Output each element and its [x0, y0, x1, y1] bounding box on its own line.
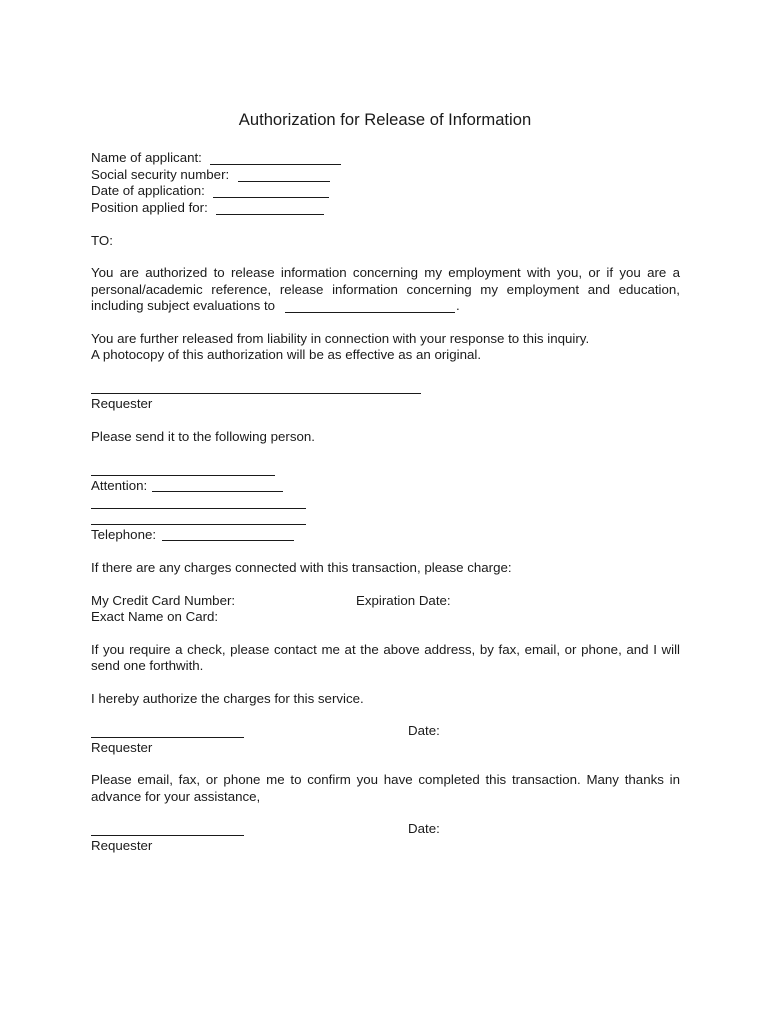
- application-date-line[interactable]: [213, 197, 329, 198]
- requester-signature-line-3[interactable]: [91, 835, 244, 836]
- address-line-1[interactable]: [91, 508, 306, 509]
- send-to-name-line[interactable]: [91, 475, 275, 476]
- credit-card-label: My Credit Card Number:: [91, 593, 236, 608]
- requester-label-1: Requester: [91, 396, 153, 411]
- attention-label: Attention:: [91, 478, 148, 493]
- date-label-1: Date:: [408, 723, 440, 738]
- expiration-date-label: Expiration Date:: [356, 593, 451, 608]
- charges-text: If there are any charges connected with this transaction, please charge:: [91, 560, 512, 575]
- requester-signature-line-2[interactable]: [91, 737, 244, 738]
- evaluations-recipient-line[interactable]: [285, 312, 455, 313]
- date-label-2: Date:: [408, 821, 440, 836]
- telephone-line[interactable]: [162, 540, 294, 541]
- position-label: Position applied for:: [91, 200, 208, 215]
- send-to-text: Please send it to the following person.: [91, 429, 315, 444]
- applicant-name-label: Name of applicant:: [91, 150, 202, 165]
- position-line[interactable]: [216, 214, 324, 215]
- ssn-label: Social security number:: [91, 167, 230, 182]
- paragraph2-line1: You are further released from liability in connection with your response to this inquiry.: [91, 331, 590, 346]
- paragraph1-line1: You are authorized to release information concerning my employment with you, or if you are a: [91, 265, 680, 280]
- check-text-line2: send one forthwith.: [91, 658, 204, 673]
- paragraph1-period: .: [456, 298, 460, 313]
- address-line-2[interactable]: [91, 524, 306, 525]
- check-text-line1: If you require a check, please contact me at the above address, by fax, email, or phone, and I will: [91, 642, 680, 657]
- confirm-text-line1: Please email, fax, or phone me to confirm you have completed this transaction. Many thanks in: [91, 772, 680, 787]
- requester-label-3: Requester: [91, 838, 153, 853]
- telephone-label: Telephone:: [91, 527, 157, 542]
- application-date-label: Date of application:: [91, 183, 205, 198]
- paragraph2-line2: A photocopy of this authorization will be as effective as an original.: [91, 347, 482, 362]
- paragraph1-line2: personal/academic reference, release information concerning my employment and education,: [91, 282, 680, 297]
- to-label: TO:: [91, 233, 113, 248]
- name-on-card-label: Exact Name on Card:: [91, 609, 219, 624]
- attention-line[interactable]: [152, 491, 283, 492]
- requester-label-2: Requester: [91, 740, 153, 755]
- authorize-text: I hereby authorize the charges for this service.: [91, 691, 364, 706]
- applicant-name-line[interactable]: [210, 164, 341, 165]
- requester-signature-line-1[interactable]: [91, 393, 421, 394]
- confirm-text-line2: advance for your assistance,: [91, 789, 261, 804]
- ssn-line[interactable]: [238, 181, 330, 182]
- paragraph1-line3: including subject evaluations to: [91, 298, 276, 313]
- document-title: Authorization for Release of Information: [238, 110, 532, 129]
